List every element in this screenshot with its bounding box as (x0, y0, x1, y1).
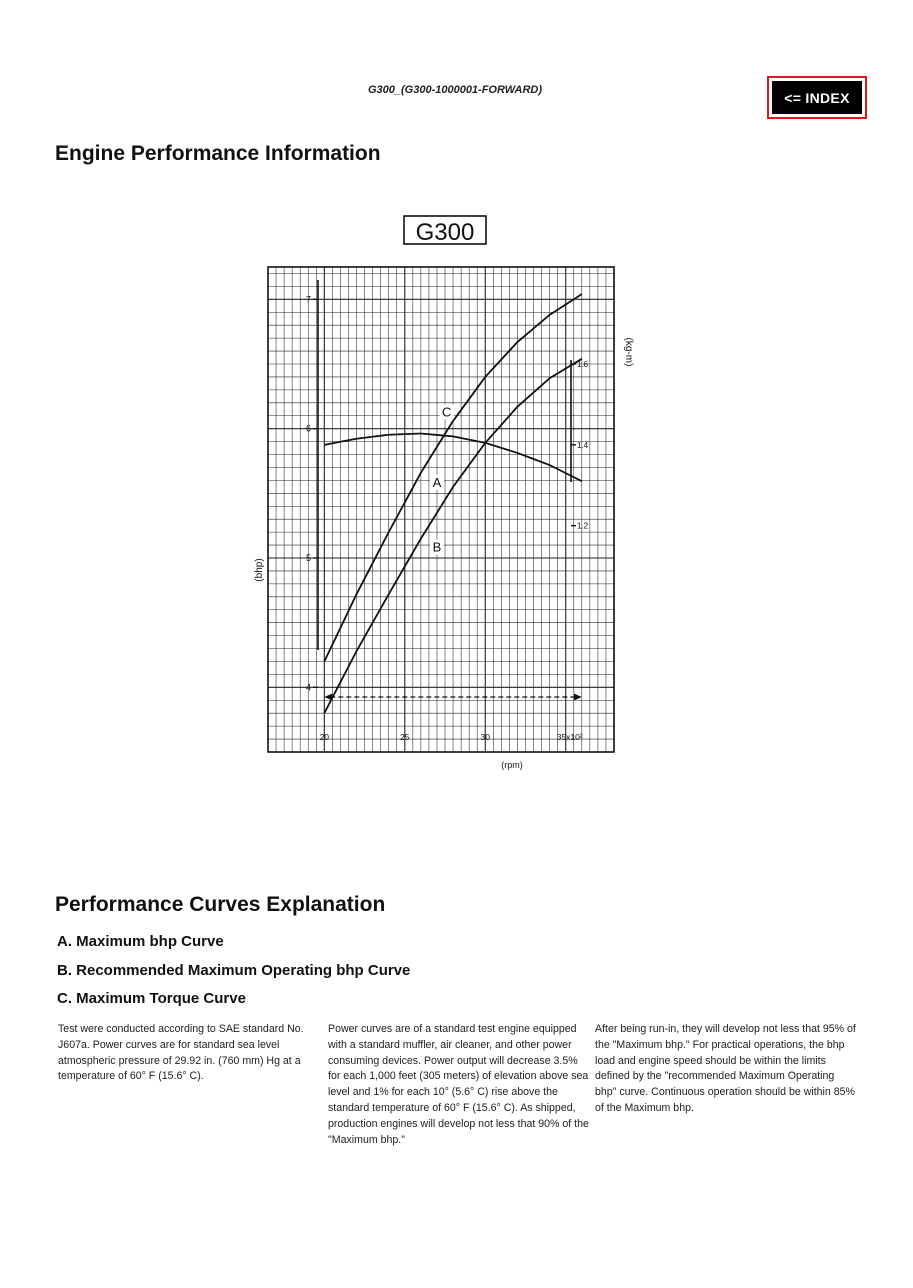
y-axis-label-left: (bhp) (254, 558, 265, 582)
curve-item-a: A. Maximum bhp Curve (57, 933, 224, 950)
curve-item-b: B. Recommended Maximum Operating bhp Curve (57, 961, 411, 979)
curve-label-b: B (432, 539, 442, 555)
torque-tick-label: 1.6 (577, 360, 589, 369)
y-axis-label-right: (kg-m) (623, 337, 634, 367)
chart-title: G300 (415, 219, 475, 246)
curve-label-a: A (432, 474, 442, 490)
explanation-column-1: Test were conducted according to SAE standard No. J607a. Power curves are for standard sea level atmospheric pressure of 29.92 in. (760 mm) Hg at a temperature of 60° F (15.6° C). (58, 1023, 304, 1083)
bhp-tick-label: 6 (305, 423, 311, 434)
torque-tick-label: 1.2 (577, 521, 589, 531)
rpm-tick-label: 30 (480, 732, 490, 742)
page-title: Engine Performance Information (55, 142, 381, 165)
bhp-tick-label: 7 (305, 294, 311, 305)
chart-axes (268, 267, 614, 752)
curve-item-c: C. Maximum Torque Curve (57, 990, 246, 1007)
document-code: G300_(G300-1000001-FORWARD) (367, 84, 543, 96)
explanation-column-2: Power curves are of a standard test engine equipped with a standard muffler, air cleaner, and other power consuming devices. Power output will decrease 3.5% for each 1,000 feet (305 meters) of elevation above sea level and 1% for each 10° (5.6° C) rise above the standard temperature of 60° F (15.6° C). As shipped, production engines will develop not less that 90% of the "Maximum bhp." (328, 1023, 589, 1146)
curve-legend-list (57, 932, 410, 1018)
rpm-tick-label: 35x10² (556, 732, 583, 742)
rpm-tick-label: 25 (400, 732, 410, 742)
x-axis-label: (rpm) (501, 760, 523, 770)
torque-tick-label: 1.4 (577, 440, 589, 450)
bhp-tick-label: 4 (305, 682, 311, 693)
range-arrow-head-right (574, 694, 582, 701)
curve-label-c: C (441, 404, 452, 420)
index-button-label: <= INDEX (772, 81, 862, 114)
plot-border (268, 267, 614, 752)
rpm-tick-label: 20 (319, 732, 330, 742)
explanation-column-3: After being run-in, they will develop not less that 95% of the "Maximum bhp." For practical operations, the bhp load and engine speed should be within the limits defined by the "recommended Maximum Operating bhp" curve. Continuous operation should be within 85% of the Maximum bhp. (595, 1023, 856, 1114)
bhp-tick-label: 5 (305, 553, 311, 563)
section-title: Performance Curves Explanation (55, 893, 386, 916)
chart-grid (268, 267, 614, 752)
